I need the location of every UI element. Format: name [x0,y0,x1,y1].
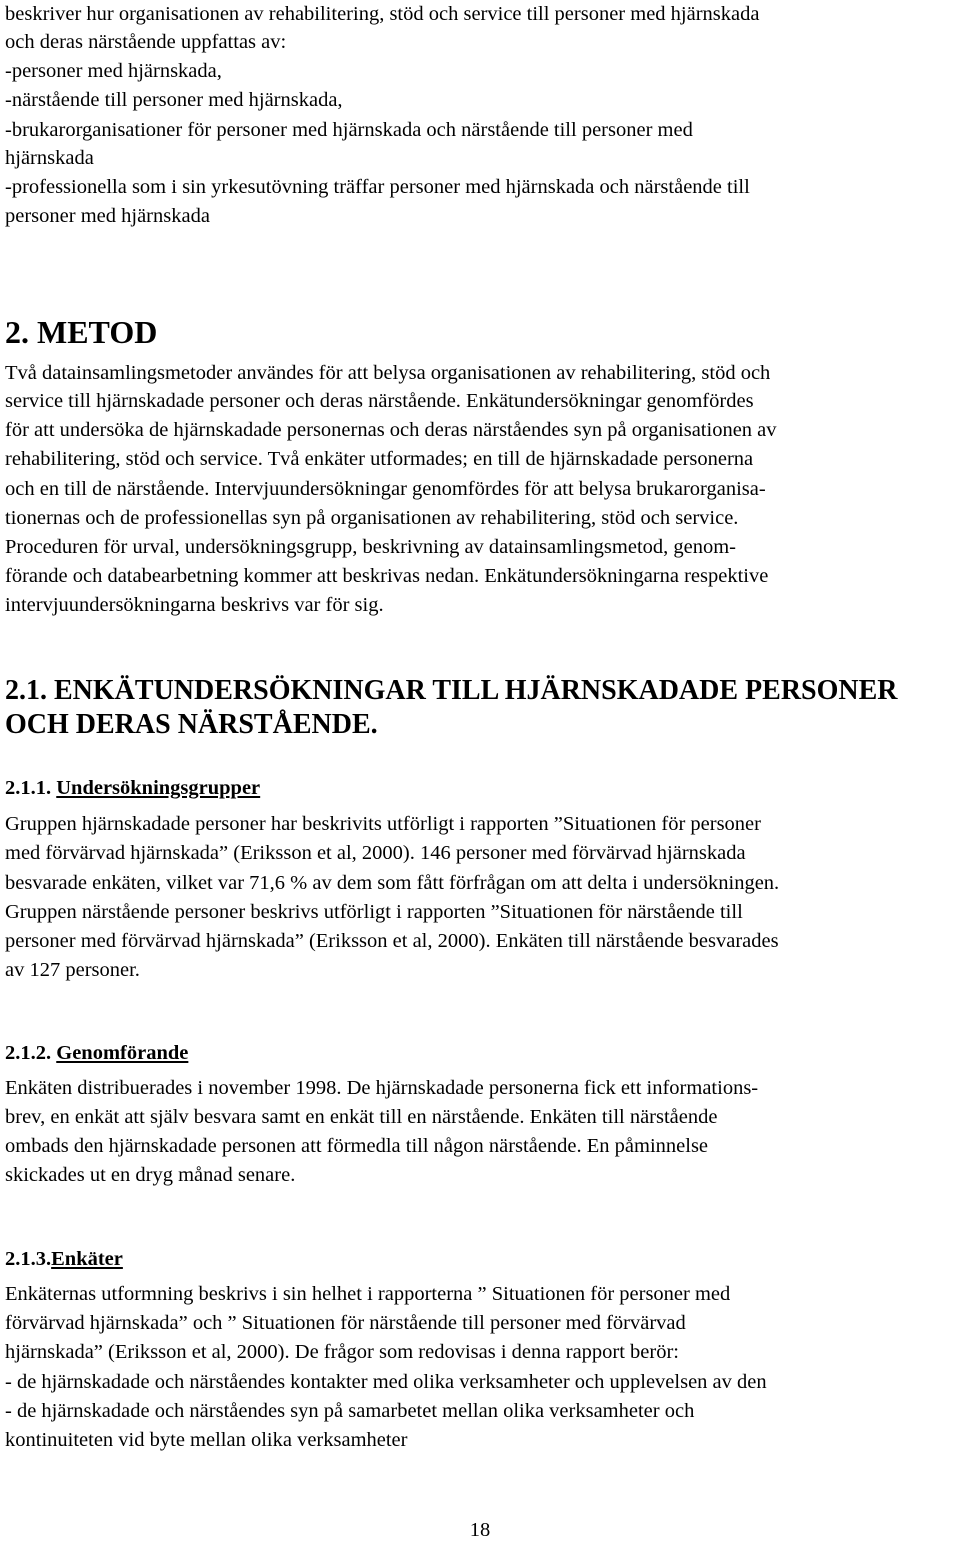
paragraph-line: för att undersöka de hjärnskadade personernas och deras närståendes syn på organisationen av [5,419,777,441]
paragraph-line: - de hjärnskadade och närståendes syn på samarbetet mellan olika verksamheter och [5,1400,695,1422]
subsection-heading-2-1-2 [5,1039,188,1068]
paragraph-line: Två datainsamlingsmetoder användes för att belysa organisationen av rehabilitering, stöd och [5,362,771,384]
paragraph-line: Enkäternas utformning beskrivs i sin helhet i rapporterna ” Situationen för personer med [5,1283,731,1305]
paragraph-line: förande och databearbetning kommer att beskrivas nedan. Enkätundersökningarna respektive [5,565,769,587]
paragraph-line: skickades ut en dryg månad senare. [5,1164,296,1186]
intro-line: -professionella som i sin yrkesutövning träffar personer med hjärnskada och närstående till [5,176,750,198]
paragraph-line: och en till de närstående. Intervjuundersökningar genomfördes för att belysa brukarorganisa- [5,478,766,500]
page-number: 18 [469,1519,491,1541]
subsection-title: Undersökningsgrupper [56,777,261,799]
subsection-number: 2.1.2. [5,1042,52,1064]
section-heading-2-1: 2.1. ENKÄTUNDERSÖKNINGAR TILL HJÄRNSKADADE PERSONER [5,675,898,706]
paragraph-line: personer med förvärvad hjärnskada” (Eriksson et al, 2000). Enkäten till närstående besvarades [5,930,779,952]
subsection-number: 2.1.3. [5,1248,52,1270]
subsection-heading-2-1-1 [5,774,260,803]
paragraph-line: Gruppen närstående personer beskrivs utförligt i rapporten ”Situationen för närstående till [5,901,743,923]
paragraph-line: Gruppen hjärnskadade personer har beskrivits utförligt i rapporten ”Situationen för personer [5,813,761,835]
paragraph-line: ombads den hjärnskadade personen att förmedla till någon närstående. En påminnelse [5,1135,709,1157]
section-heading-2-1-cont: OCH DERAS NÄRSTÅENDE. [5,709,378,740]
paragraph-line: Enkäten distribuerades i november 1998. De hjärnskadade personerna fick ett informations- [5,1077,759,1099]
paragraph-line: hjärnskada” (Eriksson et al, 2000). De frågor som redovisas i denna rapport berör: [5,1341,680,1363]
paragraph-line: med förvärvad hjärnskada” (Eriksson et al, 2000). 146 personer med förvärvad hjärnskada [5,842,746,864]
intro-line: beskriver hur organisationen av rehabilitering, stöd och service till personer med hjärnskada [5,3,760,25]
paragraph-line: kontinuiteten vid byte mellan olika verksamheter [5,1429,408,1451]
subsection-number: 2.1.1. [5,777,52,799]
intro-line: och deras närstående uppfattas av: [5,31,287,53]
paragraph-line: tionernas och de professionellas syn på organisationen av rehabilitering, stöd och service. [5,507,739,529]
paragraph-line: besvarade enkäten, vilket var 71,6 % av dem som fått förfrågan om att delta i undersökningen. [5,872,780,894]
section-heading-metod: 2. METOD [5,314,158,350]
subsection-title: Enkäter [51,1248,123,1270]
paragraph-line: - de hjärnskadade och närståendes kontakter med olika verksamheter och upplevelsen av den [5,1371,767,1393]
paragraph-line: brev, en enkät att själv besvara samt en enkät till en närstående. Enkäten till närstående [5,1106,718,1128]
paragraph-line: Proceduren för urval, undersökningsgrupp, beskrivning av datainsamlingsmetod, genom- [5,536,737,558]
subsection-title: Genomförande [56,1042,189,1064]
paragraph-line: förvärvad hjärnskada” och ” Situationen för närstående till personer med förvärvad [5,1312,686,1334]
intro-line: personer med hjärnskada [5,205,210,227]
intro-line: -brukarorganisationer för personer med hjärnskada och närstående till personer med [5,119,693,141]
paragraph-line: rehabilitering, stöd och service. Två enkäter utformades; en till de hjärnskadade personerna [5,448,754,470]
subsection-heading-2-1-3 [5,1245,123,1274]
intro-line: -närstående till personer med hjärnskada, [5,89,343,111]
paragraph-line: intervjuundersökningarna beskrivs var för sig. [5,594,384,616]
intro-line: hjärnskada [5,147,94,169]
paragraph-line: av 127 personer. [5,959,140,981]
intro-line: -personer med hjärnskada, [5,60,222,82]
paragraph-line: service till hjärnskadade personer och deras närstående. Enkätundersökningar genomfördes [5,390,754,412]
